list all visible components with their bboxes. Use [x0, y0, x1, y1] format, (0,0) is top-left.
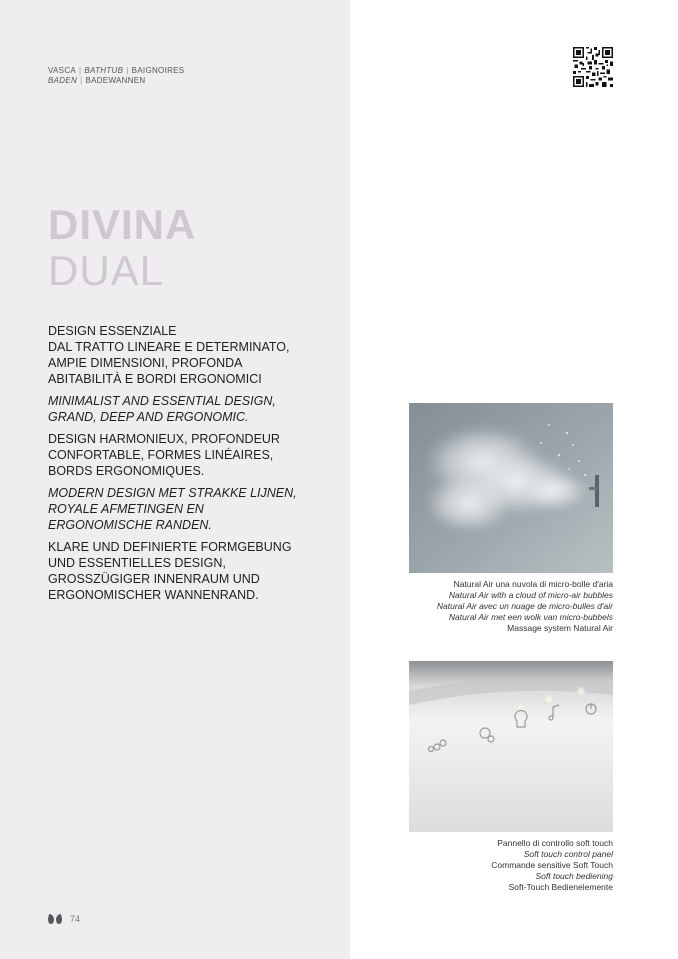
category-badewannen: BADEWANNEN — [85, 76, 146, 85]
caption-line-it: Natural Air una nuvola di micro-bolle d'aria — [453, 579, 613, 589]
product-subtitle: DUAL — [48, 247, 165, 294]
soft-touch-photo — [409, 661, 613, 832]
caption-line-en: Soft touch control panel — [523, 849, 613, 859]
caption-line-en: Natural Air with a cloud of micro-air bubbles — [448, 590, 613, 600]
description-nl: MODERN DESIGN MET STRAKKE LIJNEN, ROYALE AFMETINGEN EN ERGONOMISCHE RANDEN. — [48, 486, 297, 532]
brand-logo-icon — [48, 913, 62, 925]
caption-line-de: Massage system Natural Air — [507, 623, 613, 633]
caption-line-nl: Natural Air met een wolk van micro-bubbels — [448, 612, 613, 622]
page-number: 74 — [70, 914, 81, 924]
description-de: KLARE UND DEFINIERTE FORMGEBUNG UND ESSENTIELLES DESIGN, GROSSZÜGIGER INNENRAUM UND ERGONOMISCHER WANNENRAND. — [48, 540, 292, 602]
natural-air-photo — [409, 403, 613, 573]
description-fr: DESIGN HARMONIEUX, PROFONDEUR CONFORTABLE, FORMES LINÉAIRES, BORDS ERGONOMIQUES. — [48, 432, 280, 478]
category-baden: BADEN — [48, 76, 78, 85]
description — [48, 323, 338, 609]
category-baignoires: BAIGNOIRES — [131, 66, 185, 75]
caption-line-fr: Natural Air avec un nuage de micro-bulles d'air — [436, 601, 613, 611]
page-footer — [48, 913, 80, 925]
category-vasca: VASCA — [48, 66, 77, 75]
description-it: DESIGN ESSENZIALE DAL TRATTO LINEARE E DETERMINATO, AMPIE DIMENSIONI, PROFONDA ABITABILITÀ E BORDI ERGONOMICI — [48, 324, 290, 386]
caption-line-it: Pannello di controllo soft touch — [497, 838, 613, 848]
natural-air-caption — [373, 579, 613, 634]
soft-touch-caption — [373, 838, 613, 893]
category-bathtub: BATHTUB — [84, 66, 124, 75]
category-breadcrumb: VASCA | BATHTUB | BAIGNOIRES BADEN | BADEWANNEN — [48, 66, 185, 85]
caption-line-fr: Commande sensitive Soft Touch — [491, 860, 613, 870]
qr-code-icon[interactable] — [573, 47, 613, 87]
product-title: DIVINA — [48, 201, 197, 248]
description-en: MINIMALIST AND ESSENTIAL DESIGN, GRAND, DEEP AND ERGONOMIC. — [48, 394, 276, 424]
caption-line-nl: Soft touch bediening — [535, 871, 613, 881]
caption-line-de: Soft-Touch Bedienelemente — [508, 882, 613, 892]
